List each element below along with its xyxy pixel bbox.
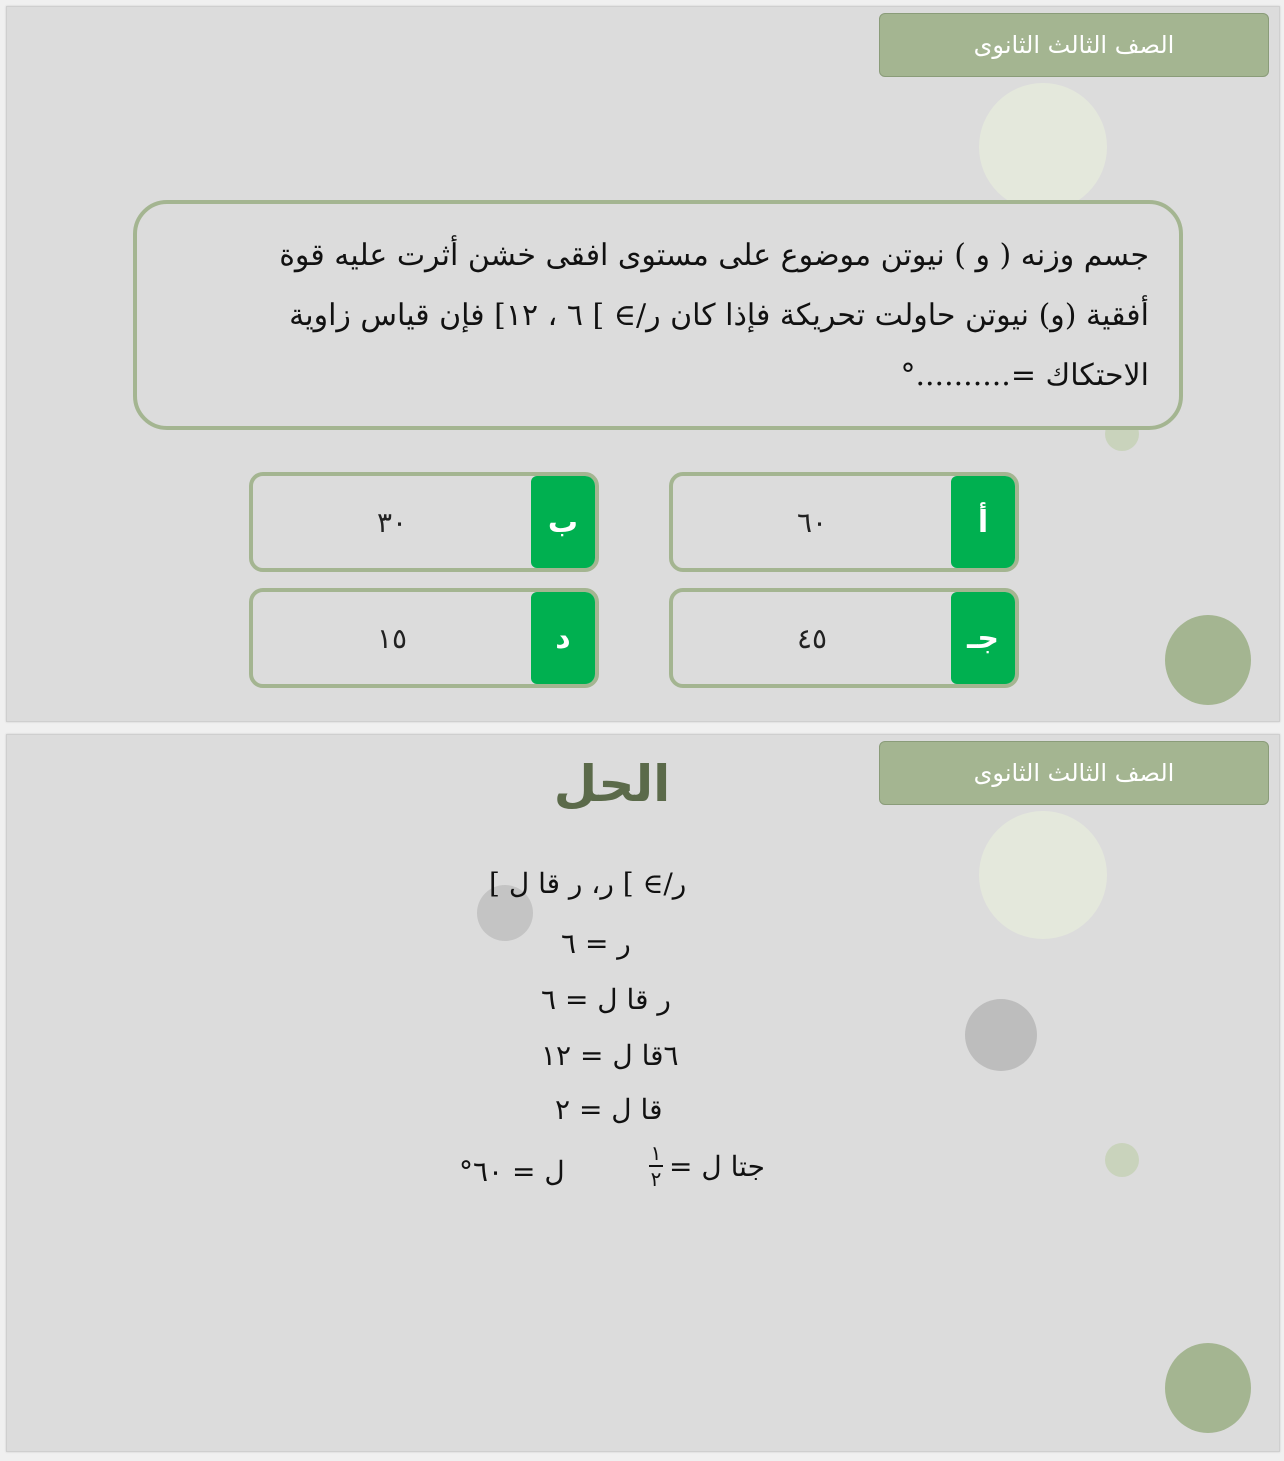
decorative-circle [965, 999, 1037, 1071]
solution-step-4: ٦قا ل = ١٢ [541, 1039, 679, 1072]
solution-title: الحل [553, 755, 671, 813]
fraction [649, 1143, 663, 1189]
question-line-1: جسم وزنه ( و ) نيوتن موضوع على مستوى افقى خشن أثرت عليه قوة [279, 238, 1149, 273]
decorative-circle [1165, 615, 1251, 705]
grade-label-text: الصف الثالث الثانوى [973, 31, 1175, 59]
solution-final-cos [649, 1143, 765, 1189]
option-b[interactable] [249, 472, 599, 572]
option-letter: جـ [951, 592, 1015, 684]
option-value: ٦٠ [796, 505, 828, 539]
option-value: ٣٠ [376, 505, 408, 539]
decorative-circle [1165, 1343, 1251, 1433]
question-line-3: الاحتكاك =..........° [900, 358, 1149, 393]
solution-final-angle: ل = ٦٠° [459, 1155, 565, 1188]
decorative-circle [979, 811, 1107, 939]
solution-slide [6, 734, 1280, 1452]
grade-label [879, 741, 1269, 805]
grade-label-text: الصف الثالث الثانوى [973, 759, 1175, 787]
decorative-circle [979, 83, 1107, 211]
option-a[interactable] [669, 472, 1019, 572]
option-letter: أ [951, 476, 1015, 568]
option-letter: د [531, 592, 595, 684]
option-value: ١٥ [376, 621, 408, 655]
option-value: ٤٥ [796, 621, 828, 655]
fraction-numerator: ١ [650, 1141, 662, 1165]
solution-step-2: ر = ٦ [561, 927, 631, 960]
question-slide [6, 6, 1280, 722]
solution-step-3: ر قا ل = ٦ [541, 983, 671, 1016]
fraction-denominator: ٢ [650, 1167, 662, 1191]
question-box [133, 200, 1183, 430]
decorative-circle [1105, 1143, 1139, 1177]
solution-step-5: قا ل = ٢ [555, 1093, 663, 1126]
cos-prefix: جتا ل = [669, 1149, 765, 1183]
grade-label [879, 13, 1269, 77]
option-c[interactable] [669, 588, 1019, 688]
question-line-2: أفقية (و) نيوتن حاولت تحريكة فإذا كان ر/∋ ] ٦ ، ١٢] فإن قياس زاوية [289, 298, 1149, 333]
option-letter: ب [531, 476, 595, 568]
solution-step-1: ر/∋ ] ر، ر قا ل ] [489, 867, 687, 900]
option-d[interactable] [249, 588, 599, 688]
